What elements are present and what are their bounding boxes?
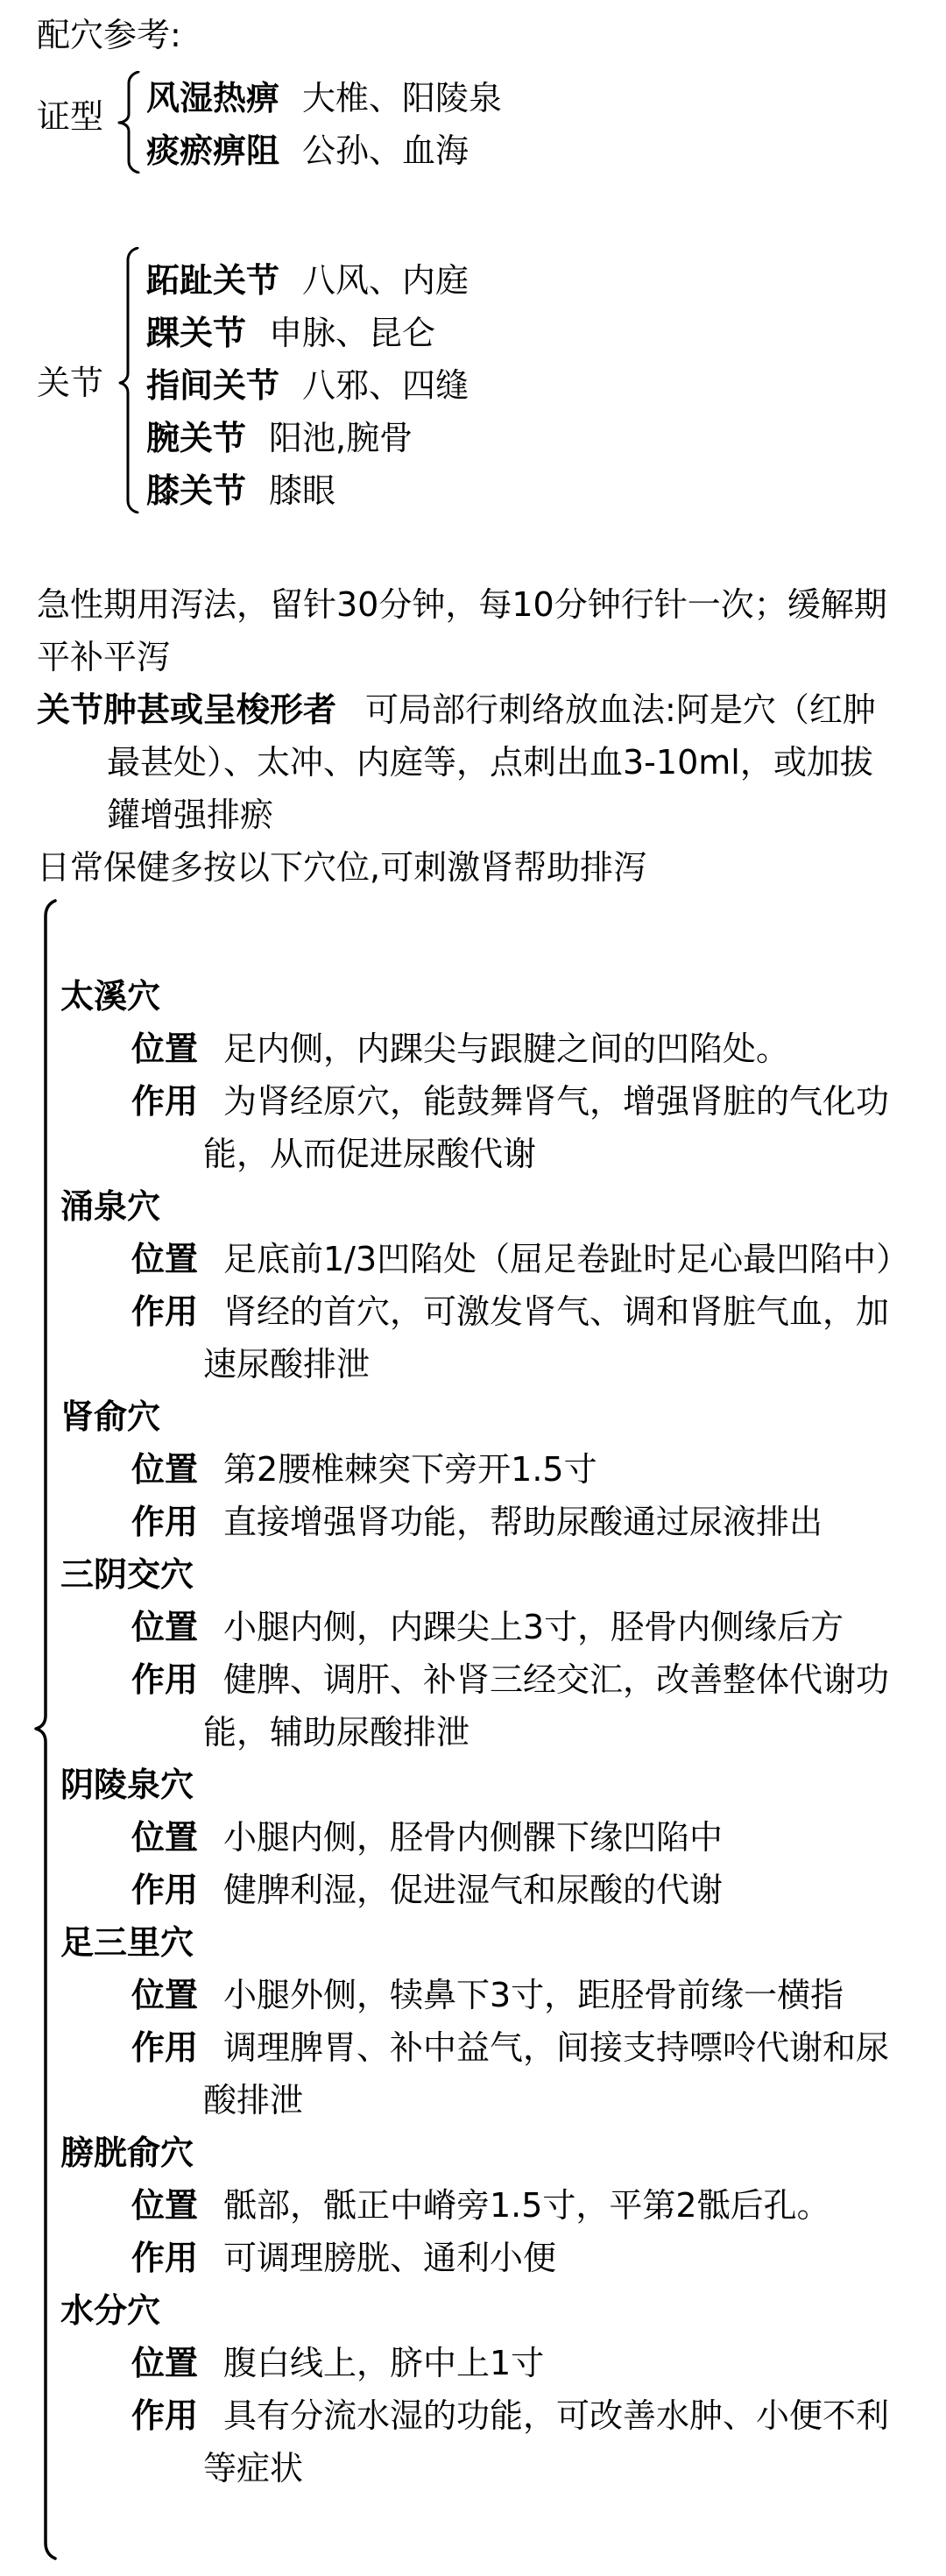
joint-row	[146, 254, 469, 307]
acupoint-name: 水分穴	[60, 2291, 161, 2330]
location-text: 足底前1/3凹陷处（屈足卷趾时足心最凹陷中）	[223, 1240, 910, 1278]
joint-points: 八风、内庭	[302, 261, 469, 300]
joint-term: 跖趾关节	[146, 261, 280, 300]
bloodletting-text: 鑵增强排瘀	[107, 796, 274, 834]
location-text: 小腿外侧，犊鼻下3寸，距胫骨前缘一横指	[223, 1976, 844, 2014]
acupoint-effect	[0, 1075, 946, 1128]
joint-row	[146, 464, 469, 517]
effect-text: 具有分流水湿的功能，可改善水肿、小便不利	[223, 2396, 890, 2435]
joint-points: 八邪、四缝	[302, 366, 469, 405]
acupoint-location	[0, 2179, 946, 2232]
acupoint-effect	[0, 2389, 946, 2442]
joint-term: 膝关节	[146, 471, 247, 510]
effect-label: 作用	[131, 1660, 199, 1699]
acupoint-effect	[0, 2232, 946, 2284]
needling-line: 平补平泻	[37, 638, 171, 676]
acupoint-effect	[0, 1864, 946, 1916]
bloodletting-text: 最甚处）、太冲、内庭等，点刺出血3-10ml，或加拔	[107, 743, 873, 782]
effect-text-continued: 能，从而促进尿酸代谢	[203, 1135, 537, 1173]
syndrome-term: 痰瘀痹阻	[146, 131, 280, 170]
acupoint-location	[0, 1443, 946, 1496]
effect-text-continued: 等症状	[203, 2449, 304, 2488]
joint-row	[146, 307, 469, 359]
location-text: 第2腰椎棘突下旁开1.5寸	[223, 1450, 597, 1489]
acupoint-effect	[0, 1285, 946, 1338]
effect-text: 直接增强肾功能，帮助尿酸通过尿液排出	[223, 1503, 823, 1541]
location-label: 位置	[131, 1976, 199, 2014]
joint-points: 膝眼	[269, 471, 336, 510]
joint-row	[146, 359, 469, 412]
location-label: 位置	[131, 1818, 199, 1857]
joint-term: 指间关节	[146, 366, 280, 405]
syndrome-term: 风湿热痹	[146, 79, 280, 117]
joint-points: 阳池,腕骨	[269, 419, 413, 457]
joint-rows	[146, 254, 469, 517]
syndrome-rows	[146, 72, 502, 177]
page-title: 配穴参考:	[37, 16, 181, 54]
effect-text-continued: 能，辅助尿酸排泄	[203, 1713, 470, 1752]
joint-term: 腕关节	[146, 419, 247, 457]
acupoint-effect	[0, 1653, 946, 1706]
effect-text: 为肾经原穴，能鼓舞肾气，增强肾脏的气化功	[223, 1082, 890, 1121]
location-label: 位置	[131, 2344, 199, 2382]
notes-section	[37, 578, 887, 894]
acupoint-location	[0, 1969, 946, 2021]
location-label: 位置	[131, 1608, 199, 1646]
location-label: 位置	[131, 2186, 199, 2225]
joint-points: 申脉、昆仑	[269, 314, 436, 352]
location-text: 足内侧，内踝尖与跟腱之间的凹陷处。	[223, 1030, 790, 1068]
brace-icon	[117, 71, 140, 173]
bloodletting-text: 可局部行刺络放血法:阿是穴（红肿	[365, 690, 876, 729]
effect-label: 作用	[131, 1871, 199, 1909]
acupoint-name: 膀胱俞穴	[60, 2134, 194, 2172]
effect-label: 作用	[131, 1503, 199, 1541]
acupoint-name: 肾俞穴	[60, 1398, 161, 1436]
acupoint-name: 足三里穴	[60, 1923, 194, 1962]
effect-text: 可调理膀胱、通利小便	[223, 2239, 557, 2277]
acupoint-location	[0, 1023, 946, 1075]
joint-group-label: 关节	[37, 364, 104, 402]
acupoint-location	[0, 1601, 946, 1653]
location-text: 小腿内侧，内踝尖上3寸，胫骨内侧缘后方	[223, 1608, 844, 1646]
acupoint-location	[0, 1233, 946, 1285]
location-label: 位置	[131, 1240, 199, 1278]
location-text: 小腿内侧，胫骨内侧髁下缘凹陷中	[223, 1818, 724, 1857]
daily-care-line: 日常保健多按以下穴位,可刺激肾帮助排泻	[37, 848, 647, 887]
location-label: 位置	[131, 1450, 199, 1489]
acupoint-name: 阴陵泉穴	[60, 1766, 194, 1804]
acupoint-effect	[0, 2021, 946, 2074]
effect-text-continued: 酸排泄	[203, 2081, 304, 2120]
syndrome-row	[146, 72, 502, 124]
effect-text-continued: 速尿酸排泄	[203, 1345, 371, 1384]
location-text: 骶部，骶正中嵴旁1.5寸，平第2骶后孔。	[223, 2186, 830, 2225]
brace-icon	[117, 247, 140, 513]
location-text: 腹白线上，脐中上1寸	[223, 2344, 545, 2382]
acupoint-location	[0, 1811, 946, 1864]
acupoint-name: 涌泉穴	[60, 1187, 161, 1226]
joint-term: 踝关节	[146, 314, 247, 352]
acupoint-list	[0, 970, 946, 2495]
bloodletting-term: 关节肿甚或呈梭形者	[37, 690, 337, 729]
syndrome-row	[146, 124, 502, 177]
effect-label: 作用	[131, 2028, 199, 2067]
effect-text: 调理脾胃、补中益气，间接支持嘌呤代谢和尿	[223, 2028, 890, 2067]
location-label: 位置	[131, 1030, 199, 1068]
effect-text: 肾经的首穴，可激发肾气、调和肾脏气血，加	[223, 1292, 890, 1331]
acupoint-location	[0, 2337, 946, 2389]
effect-label: 作用	[131, 1292, 199, 1331]
acupoint-name: 太溪穴	[60, 977, 161, 1016]
effect-label: 作用	[131, 2239, 199, 2277]
syndrome-group-label: 证型	[37, 97, 104, 136]
effect-label: 作用	[131, 1082, 199, 1121]
needling-line: 急性期用泻法，留针30分钟，每10分钟行针一次；缓解期	[37, 585, 887, 624]
acupoint-name: 三阴交穴	[60, 1555, 194, 1594]
effect-label: 作用	[131, 2396, 199, 2435]
effect-text: 健脾、调肝、补肾三经交汇，改善整体代谢功	[223, 1660, 890, 1699]
syndrome-points: 大椎、阳陵泉	[302, 79, 503, 117]
joint-row	[146, 412, 469, 464]
syndrome-points: 公孙、血海	[302, 131, 469, 170]
bloodletting-line	[37, 683, 887, 736]
acupoint-effect	[0, 1496, 946, 1548]
effect-text: 健脾利湿，促进湿气和尿酸的代谢	[223, 1871, 724, 1909]
